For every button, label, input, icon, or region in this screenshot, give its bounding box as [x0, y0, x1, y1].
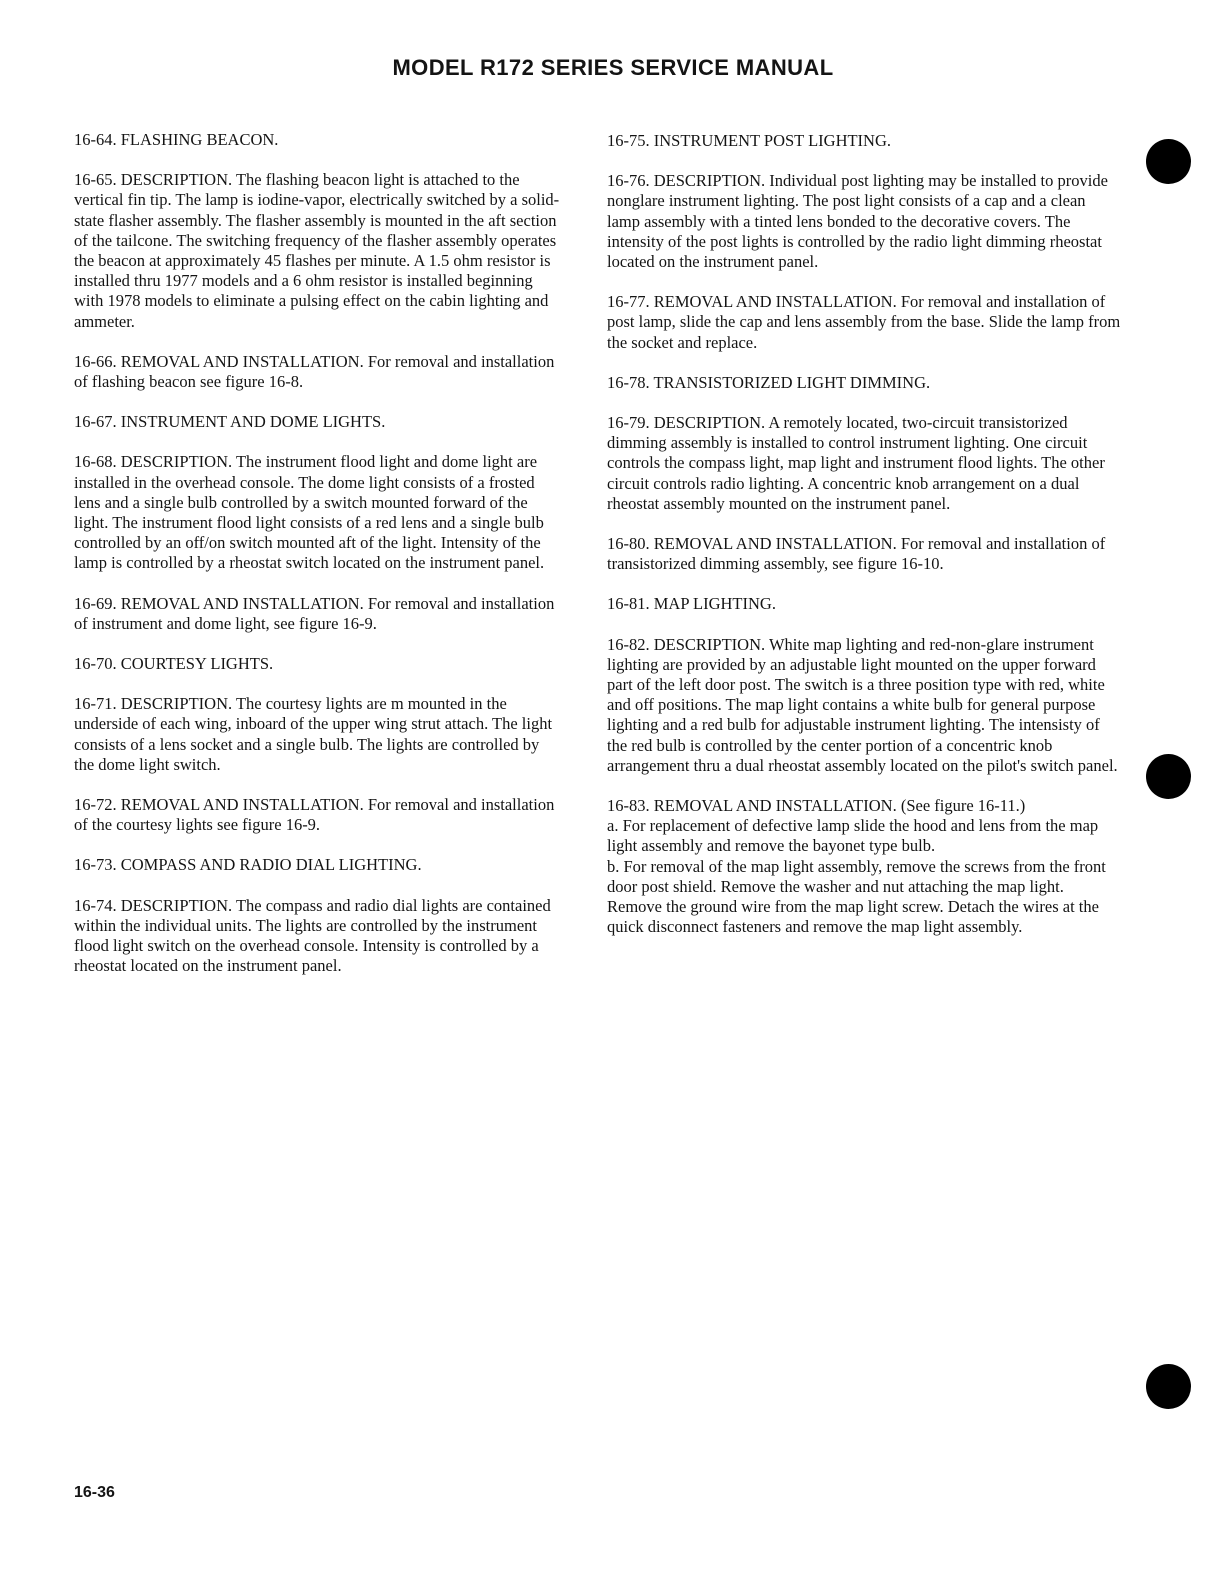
paragraph-courtesy-description: 16-71. DESCRIPTION. The courtesy lights are m mounted in the underside of each wing, inboard of the upper wing strut attach. The light consists of a lens socket and a single bulb. The lights are controlled by the dome light switch. [74, 694, 553, 774]
section-16-73 [74, 855, 560, 875]
section-16-83 [607, 796, 1121, 937]
section-16-74 [74, 896, 560, 977]
section-16-75 [607, 131, 1121, 151]
section-16-64 [74, 130, 560, 150]
heading-post-lighting: 16-75. INSTRUMENT POST LIGHTING. [607, 131, 892, 150]
section-16-72 [74, 795, 560, 835]
right-column [607, 131, 1121, 958]
heading-instrument-dome-lights: 16-67. INSTRUMENT AND DOME LIGHTS. [74, 412, 386, 432]
paragraph-map-removal: 16-83. REMOVAL AND INSTALLATION. (See figure 16-11.) [607, 796, 1026, 816]
section-16-80 [607, 534, 1121, 574]
paragraph-beacon-description: 16-65. DESCRIPTION. The flashing beacon light is attached to the vertical fin tip. The lamp is iodine-vapor, electrically switched by a solid-state flasher assembly. The flasher assembly is mounted in the aft section of the tailcone. The switching frequency of the flasher assembly operates the beacon at approximately 45 flashes per minute. A 1.5 ohm resistor is installed thru 1977 models and a 6 ohm resistor is installed beginning with 1978 models to eliminate a pulsing effect on the cabin lighting and ammeter. [74, 170, 560, 331]
section-16-71 [74, 694, 560, 775]
binder-hole-middle [1146, 754, 1191, 799]
section-16-82 [607, 635, 1121, 776]
paragraph-dome-description: 16-68. DESCRIPTION. The instrument flood light and dome light are installed in the overhead console. The dome light consists of a frosted lens and a single bulb controlled by a switch mounted forward of the light. The instrument flood light consists of a red lens and a single bulb controlled by an off/on switch mounted aft of the light. Intensity of the lamp is controlled by a rheostat switch located on the instrument panel. [74, 452, 545, 573]
heading-compass-radio-lighting: 16-73. COMPASS AND RADIO DIAL LIGHTING. [74, 855, 422, 875]
binder-hole-top [1146, 139, 1191, 184]
section-16-68 [74, 452, 560, 573]
heading-flashing-beacon: 16-64. FLASHING BEACON. [74, 130, 279, 149]
list-item: b. For removal of the map light assembly, remove the screws from the front door post shield. Remove the washer and nut attaching the map light. Remove the ground wire from the map light screw. Detach the wires at the quick disconnect fasteners and remove the map light assembly. [607, 856, 1106, 937]
section-16-77 [607, 292, 1121, 353]
paragraph-post-removal: 16-77. REMOVAL AND INSTALLATION. For removal and installation of post lamp, slide the cap and lens assembly from the base. Slide the lamp from the socket and replace. [607, 292, 1121, 352]
binder-hole-bottom [1146, 1364, 1191, 1409]
heading-map-lighting: 16-81. MAP LIGHTING. [607, 594, 776, 614]
left-column [74, 130, 560, 997]
section-16-81 [607, 594, 1121, 614]
list-item: a. For replacement of defective lamp slide the hood and lens from the map light assembly and remove the bayonet type bulb. [607, 816, 1099, 856]
paragraph-map-description: 16-82. DESCRIPTION. White map lighting and red-non-glare instrument lighting are provided by an adjustable light mounted on the upper forward part of the left door post. The switch is a three position type with red, white and off positions. The map light contains a white bulb for general purpose lighting and a red bulb for adjustable instrument lighting. The intensisty of the red bulb is controlled by the center portion of a concentric knob arrangement thru a dual rheostat assembly located on the pilot's switch panel. [607, 634, 1118, 775]
section-16-79 [607, 413, 1121, 514]
paragraph-beacon-removal: 16-66. REMOVAL AND INSTALLATION. For removal and installation of flashing beacon see figure 16-8. [74, 351, 555, 392]
section-16-78 [607, 373, 1121, 393]
page-title: MODEL R172 SERIES SERVICE MANUAL [392, 55, 834, 80]
section-16-67 [74, 412, 560, 432]
section-16-69 [74, 594, 560, 634]
paragraph-dimming-removal: 16-80. REMOVAL AND INSTALLATION. For removal and installation of transistorized dimming assembly, see figure 16-10. [607, 534, 1106, 574]
section-16-65 [74, 170, 560, 332]
page-number: 16-36 [74, 1484, 115, 1501]
heading-light-dimming: 16-78. TRANSISTORIZED LIGHT DIMMING. [607, 372, 931, 392]
section-16-66 [74, 352, 560, 392]
paragraph-dimming-description: 16-79. DESCRIPTION. A remotely located, two-circuit transistorized dimming assembly is installed to control instrument lighting. One circuit controls the compass light, map light and instrument flood lights. The other circuit controls radio lighting. A concentric knob arrangement on a dual rheostat assembly mounted on the instrument panel. [607, 413, 1105, 513]
section-16-76 [607, 171, 1121, 272]
section-16-70 [74, 654, 560, 674]
heading-courtesy-lights: 16-70. COURTESY LIGHTS. [74, 654, 274, 674]
paragraph-dome-removal: 16-69. REMOVAL AND INSTALLATION. For removal and installation of instrument and dome light, see figure 16-9. [74, 593, 555, 633]
paragraph-post-description: 16-76. DESCRIPTION. Individual post lighting may be installed to provide nonglare instrument lighting. The post light consists of a cap and a clean lamp assembly with a tinted lens bonded to the decorative covers. The intensity of the post lights is controlled by the radio light dimming rheostat located on the instrument panel. [607, 171, 1108, 272]
paragraph-compass-description: 16-74. DESCRIPTION. The compass and radio dial lights are contained within the individual units. The lights are controlled by the instrument flood light switch on the overhead console. Intensity is controlled by a rheostat located on the instrument panel. [74, 895, 551, 976]
paragraph-courtesy-removal: 16-72. REMOVAL AND INSTALLATION. For removal and installation of the courtesy lights see figure 16-9. [74, 795, 555, 835]
